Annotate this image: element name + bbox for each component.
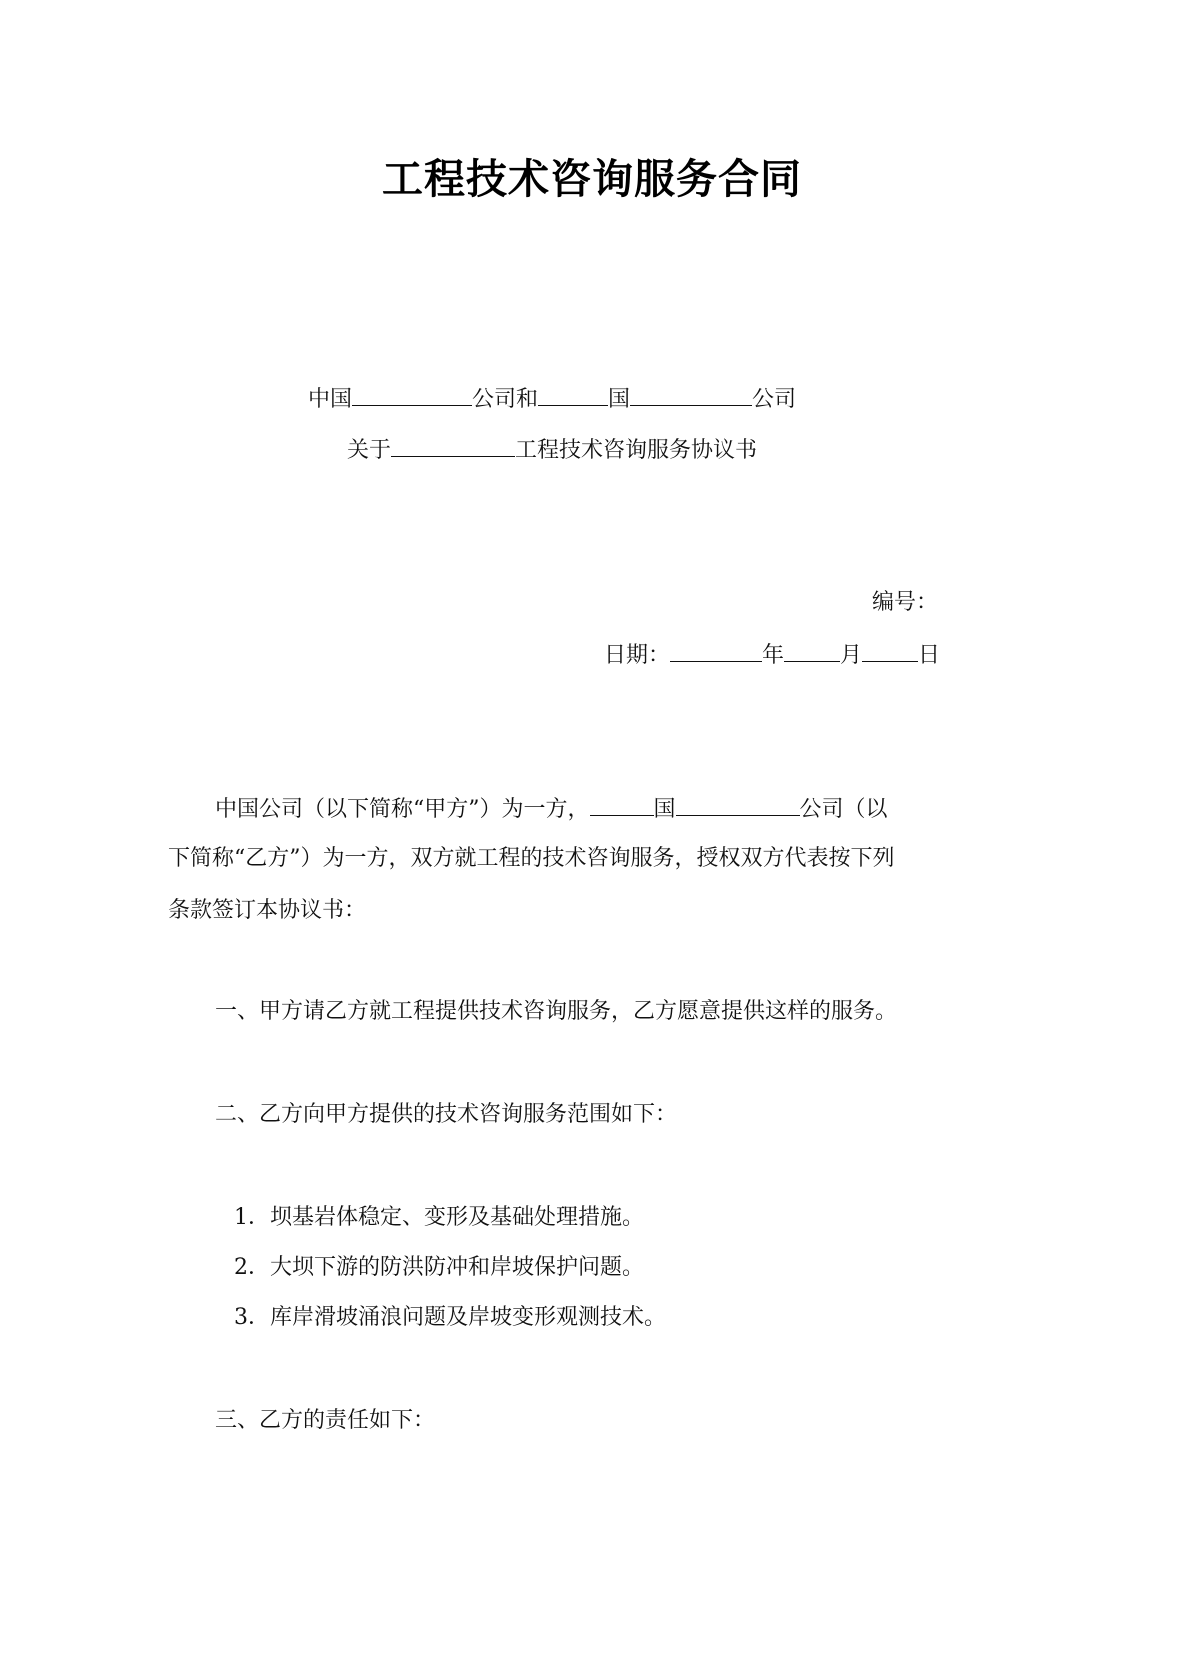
parties-line — [308, 383, 796, 414]
preamble-line-2: 下简称“乙方”）为一方，双方就工程的技术咨询服务，授权双方代表按下列 — [168, 846, 895, 871]
document-title: 工程技术咨询服务合同 — [382, 155, 802, 203]
blank-project-name — [391, 434, 515, 457]
subject-prefix: 关于 — [347, 438, 392, 463]
blank-year — [670, 639, 762, 662]
blank-foreign-company — [630, 383, 752, 406]
date-year: 年 — [762, 643, 785, 668]
parties-prefix: 中国 — [308, 387, 353, 412]
preamble-text: 国 — [653, 797, 676, 822]
blank-month — [784, 639, 840, 662]
blank-day — [862, 639, 918, 662]
parties-mid2: 国 — [608, 387, 631, 412]
scope-item: 2．大坝下游的防洪防冲和岸坡保护问题。 — [234, 1255, 644, 1280]
preamble-line-3: 条款签订本协议书： — [168, 898, 367, 923]
parties-mid1: 公司和 — [472, 387, 539, 412]
subject-suffix: 工程技术咨询服务协议书 — [515, 438, 758, 463]
date-month: 月 — [840, 643, 863, 668]
number-label: 编号： — [872, 590, 939, 615]
date-label: 日期： — [604, 643, 671, 668]
scope-item: 3．库岸滑坡涌浪问题及岸坡变形观测技术。 — [234, 1305, 666, 1330]
clause-one: 一、甲方请乙方就工程提供技术咨询服务，乙方愿意提供这样的服务。 — [215, 999, 898, 1024]
date-day: 日 — [918, 643, 941, 668]
blank-country — [590, 793, 654, 816]
date-line — [604, 639, 940, 670]
preamble-text: 公司（以 — [799, 797, 888, 822]
parties-suffix: 公司 — [752, 387, 797, 412]
clause-two: 二、乙方向甲方提供的技术咨询服务范围如下： — [215, 1102, 678, 1127]
blank-company — [676, 793, 800, 816]
preamble-text: 中国公司（以下简称“甲方”）为一方， — [215, 797, 590, 822]
subject-line — [347, 434, 757, 465]
blank-chinese-company — [352, 383, 472, 406]
clause-three: 三、乙方的责任如下： — [215, 1408, 436, 1433]
preamble-line-1 — [215, 793, 888, 824]
scope-item: 1．坝基岩体稳定、变形及基础处理措施。 — [234, 1205, 644, 1230]
blank-country — [538, 383, 608, 406]
